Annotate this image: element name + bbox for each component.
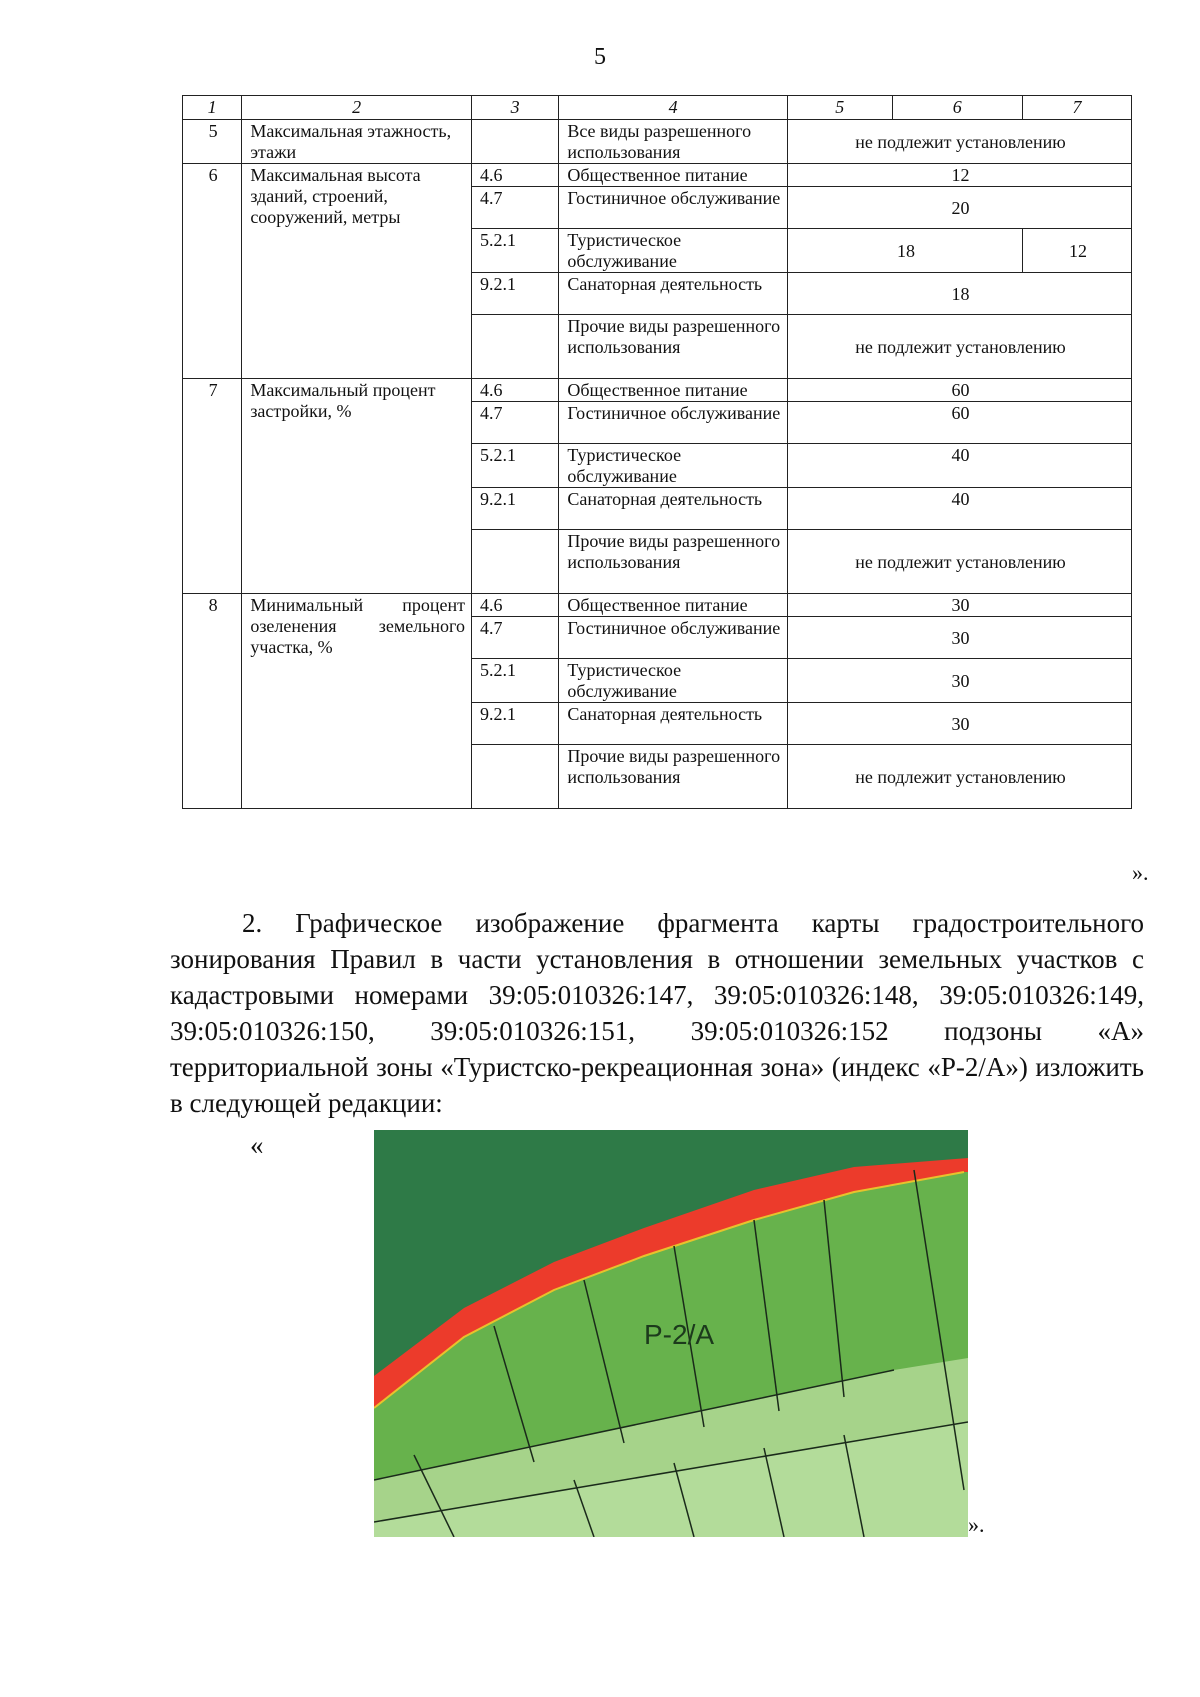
- use-code: 4.7: [472, 617, 559, 659]
- use-name: Прочие виды разрешенного использования: [559, 530, 788, 594]
- use-name: Гостиничное обслуживание: [559, 617, 788, 659]
- zoning-map-fragment: [374, 1130, 968, 1537]
- use-name: Общественное питание: [559, 379, 788, 402]
- use-name: Прочие виды разрешенного использования: [559, 315, 788, 379]
- use-name: Туристическое обслуживание: [559, 659, 788, 703]
- use-name: Санаторная деятельность: [559, 488, 788, 530]
- map-open-quote: «: [250, 1130, 264, 1160]
- use-name: Гостиничное обслуживание: [559, 402, 788, 444]
- zoning-map: [374, 1130, 968, 1537]
- parameter-name: Максимальная этажность, этажи: [242, 120, 472, 164]
- parameter-value: 30: [787, 659, 1131, 703]
- parameter-value: 40: [787, 488, 1131, 530]
- page-number: 5: [594, 44, 606, 70]
- parameter-name: Минимальный процент озеленения земельного участка, %: [242, 594, 472, 809]
- parameter-name: Максимальный процент застройки, %: [242, 379, 472, 594]
- table-row: [183, 594, 1132, 617]
- parameter-value: не подлежит установлению: [787, 315, 1131, 379]
- use-code: [472, 745, 559, 809]
- table-row: [183, 379, 1132, 402]
- use-code: [472, 315, 559, 379]
- parameter-value-col7: 12: [1023, 229, 1132, 273]
- use-name: Общественное питание: [559, 164, 788, 187]
- paragraph-text: 2. Графическое изображение фрагмента карты градостроительного зонирования Правил в части установления в отношении земельных участков с кадастровыми номерами 39:05:010326:147, 39:05:010326:148, 39:05:010326:149, 39:05:010326:150, 39:05:010326:151, 39:05:010326:152 подзоны «А» территориальной зоны «Туристско-рекреационная зона» (индекс «Р-2/А») изложить в следующей редакции:: [170, 908, 1144, 1118]
- parameter-value: 30: [787, 594, 1131, 617]
- table-header-row: [183, 96, 1132, 120]
- header-cell: 6: [892, 96, 1022, 120]
- parameter-value: 18: [787, 273, 1131, 315]
- table-row: [183, 164, 1132, 187]
- header-cell: 1: [183, 96, 242, 120]
- parameters-table: [182, 95, 1132, 809]
- use-code: 9.2.1: [472, 488, 559, 530]
- table-close-quote: ».: [1132, 860, 1149, 885]
- use-code: 4.6: [472, 164, 559, 187]
- parameter-value: 30: [787, 617, 1131, 659]
- map-close-quote: ».: [968, 1512, 985, 1537]
- use-name: Прочие виды разрешенного использования: [559, 745, 788, 809]
- use-code: 9.2.1: [472, 273, 559, 315]
- header-cell: 2: [242, 96, 472, 120]
- parameter-name: Максимальная высота зданий, строений, сооружений, метры: [242, 164, 472, 379]
- use-code: 4.7: [472, 402, 559, 444]
- row-number: 8: [183, 594, 242, 809]
- use-code: 4.6: [472, 594, 559, 617]
- use-name: Санаторная деятельность: [559, 703, 788, 745]
- use-name: Санаторная деятельность: [559, 273, 788, 315]
- parameter-value: не подлежит установлению: [787, 530, 1131, 594]
- header-cell: 7: [1023, 96, 1132, 120]
- parameter-value: 40: [787, 444, 1131, 488]
- header-cell: 4: [559, 96, 788, 120]
- use-name: Гостиничное обслуживание: [559, 187, 788, 229]
- use-code: 5.2.1: [472, 229, 559, 273]
- use-code: 9.2.1: [472, 703, 559, 745]
- parameter-value: 30: [787, 703, 1131, 745]
- parameter-value: не подлежит установлению: [787, 120, 1131, 164]
- header-cell: 5: [787, 96, 892, 120]
- use-code: [472, 530, 559, 594]
- parameter-value: 60: [787, 379, 1131, 402]
- zone-label: Р-2/А: [644, 1319, 715, 1350]
- use-name: Туристическое обслуживание: [559, 229, 788, 273]
- parameter-value: 12: [787, 164, 1131, 187]
- parameter-value: 60: [787, 402, 1131, 444]
- parameter-value: не подлежит установлению: [787, 745, 1131, 809]
- use-code: 5.2.1: [472, 659, 559, 703]
- table-row: [183, 120, 1132, 164]
- parameter-value: 20: [787, 187, 1131, 229]
- use-code: 4.7: [472, 187, 559, 229]
- row-number: 6: [183, 164, 242, 379]
- use-code: 5.2.1: [472, 444, 559, 488]
- use-name: Туристическое обслуживание: [559, 444, 788, 488]
- header-cell: 3: [472, 96, 559, 120]
- parameter-value: 18: [787, 229, 1022, 273]
- row-number: 7: [183, 379, 242, 594]
- amendment-paragraph: [170, 905, 1144, 1121]
- use-name: Все виды разрешенного использования: [559, 120, 788, 164]
- row-number: 5: [183, 120, 242, 164]
- use-name: Общественное питание: [559, 594, 788, 617]
- use-code: [472, 120, 559, 164]
- use-code: 4.6: [472, 379, 559, 402]
